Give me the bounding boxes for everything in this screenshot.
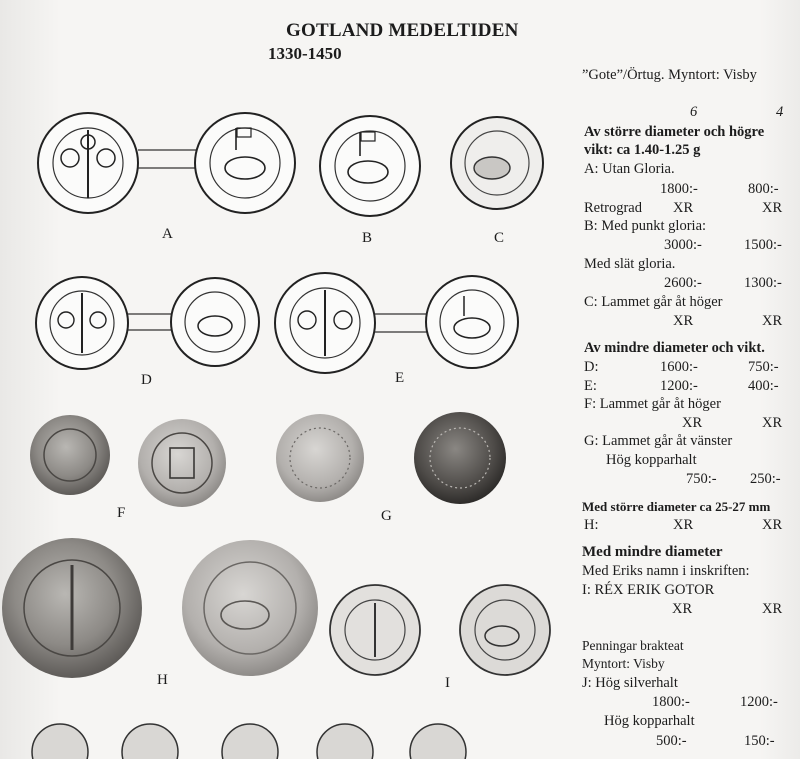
entry-note: Med Eriks namn i inskriften:: [582, 563, 750, 579]
price-value: XR: [673, 517, 694, 533]
coin-label-a: A: [162, 226, 173, 242]
coin-a-obverse: [38, 113, 138, 213]
entry-label-g: G: Lammet går åt vänster: [584, 433, 733, 449]
mint-location: Myntort: Visby: [582, 656, 665, 671]
page-title: GOTLAND MEDELTIDEN: [286, 20, 519, 41]
price-value: 150:-: [744, 733, 775, 749]
price-value: 1800:-: [652, 694, 690, 710]
coin-d-reverse: [171, 278, 259, 366]
price-value: 750:-: [686, 471, 717, 487]
price-value: 250:-: [750, 471, 781, 487]
subsection-heading: Penningar brakteat: [582, 638, 684, 653]
price-value: 1300:-: [744, 275, 782, 291]
price-value: 500:-: [656, 733, 687, 749]
entry-label-c: C: Lammet går åt höger: [584, 294, 723, 310]
coin-label-g: G: [381, 508, 392, 524]
coin-label-i: I: [445, 675, 450, 691]
entry-label-i: I: RÉX ERIK GOTOR: [582, 582, 715, 598]
entry-sublabel: Hög kopparhalt: [606, 452, 697, 468]
coin-label-f: F: [117, 505, 126, 521]
bracteate-row: [32, 724, 466, 759]
entry-label-d: D:: [584, 359, 599, 375]
entry-label-b: B: Med punkt gloria:: [584, 218, 707, 234]
coin-c: [451, 117, 543, 209]
coin-h-reverse: [182, 540, 318, 676]
price-value: 1500:-: [744, 237, 782, 253]
coin-e-reverse: [426, 276, 518, 368]
coin-g-obverse: [276, 414, 364, 502]
price-value: XR: [673, 313, 694, 329]
coin-label-e: E: [395, 370, 405, 386]
coin-d-obverse: [36, 277, 128, 369]
column-heading-2: 4: [776, 104, 784, 120]
section-heading: Med större diameter ca 25-27 mm: [582, 499, 771, 514]
coin-label-b: B: [362, 230, 373, 246]
catalog-header: ”Gote”/Örtug. Myntort: Visby: [582, 67, 757, 83]
section-heading: Av större diameter och högre: [584, 124, 765, 140]
entry-label-e: E:: [584, 378, 597, 394]
coin-a-reverse: [195, 113, 295, 213]
price-value: XR: [762, 601, 783, 617]
price-value: 2600:-: [664, 275, 702, 291]
price-value: XR: [673, 200, 694, 216]
price-value: 1800:-: [660, 181, 698, 197]
coin-label-h: H: [157, 672, 168, 688]
section-heading: Med mindre diameter: [582, 544, 723, 560]
price-value: 750:-: [748, 359, 779, 375]
coin-f-obverse: [30, 415, 110, 495]
entry-label-a: A: Utan Gloria.: [584, 161, 675, 177]
coin-i-reverse: [460, 585, 550, 675]
price-value: XR: [682, 415, 703, 431]
price-value: 400:-: [748, 378, 779, 394]
page-subtitle: 1330-1450: [268, 44, 342, 63]
price-value: 3000:-: [664, 237, 702, 253]
entry-label-retrograd: Retrograd: [584, 200, 642, 216]
price-value: XR: [762, 200, 783, 216]
section-heading: vikt: ca 1.40-1.25 g: [584, 142, 701, 158]
coin-b: [320, 116, 420, 216]
price-value: 1200:-: [660, 378, 698, 394]
coin-label-d: D: [141, 372, 152, 388]
price-value: 800:-: [748, 181, 779, 197]
entry-label-f: F: Lammet går åt höger: [584, 396, 721, 412]
entry-sublabel: Hög kopparhalt: [604, 713, 695, 729]
price-value: XR: [762, 517, 783, 533]
coin-e-obverse: [275, 273, 375, 373]
column-heading-1: 6: [690, 104, 698, 120]
entry-label-slat-gloria: Med slät gloria.: [584, 256, 676, 272]
coin-f-reverse: [138, 419, 226, 507]
coin-label-c: C: [494, 230, 505, 246]
entry-label-h: H:: [584, 517, 599, 533]
price-value: XR: [672, 601, 693, 617]
price-value: XR: [762, 415, 783, 431]
price-value: XR: [762, 313, 783, 329]
entry-label-j: J: Hög silverhalt: [582, 675, 678, 691]
section-heading: Av mindre diameter och vikt.: [584, 340, 765, 356]
price-value: 1600:-: [660, 359, 698, 375]
coin-g-reverse: [414, 412, 506, 504]
coin-i-obverse: [330, 585, 420, 675]
coin-h-obverse: [2, 538, 142, 678]
price-value: 1200:-: [740, 694, 778, 710]
